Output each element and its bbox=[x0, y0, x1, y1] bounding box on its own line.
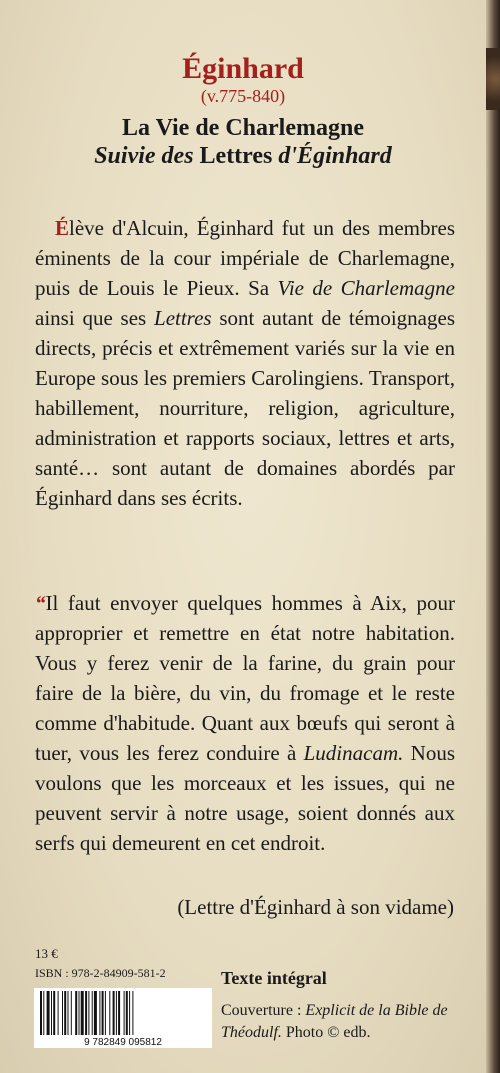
description-text-b: ainsi que ses bbox=[35, 306, 155, 330]
subtitle-part-2: Lettres bbox=[199, 143, 273, 169]
description-text-c: sont autant de témoignages directs, précis et extrêmement variés sur la vie en Europe sous les premiers Carolingiens. Transport, habillement, nourriture, religion, agriculture, administration et rapports sociaux, lettres et arts, santé… sont autant de domaines abordés par Éginhard dans ses écrits. bbox=[35, 306, 455, 510]
description-italic-2: Lettres bbox=[154, 306, 212, 330]
author-name: Éginhard bbox=[182, 52, 304, 85]
price-label: 13 € bbox=[35, 946, 58, 961]
credit-text-a: Couverture : bbox=[221, 1002, 306, 1019]
description-paragraph bbox=[35, 213, 455, 513]
barcode-digits: 9 782849 095812 bbox=[84, 1037, 162, 1048]
barcode-icon bbox=[34, 988, 212, 1048]
isbn-label: ISBN : 978-2-84909-581-2 bbox=[35, 966, 166, 980]
cover-header bbox=[0, 52, 486, 170]
quote-text-b: Nous voulons que les morceaux et les issues, qui ne peuvent servir à notre usage, soient donnés aux serfs qui demeurent en cet endroit. bbox=[35, 741, 455, 855]
book-subtitle bbox=[0, 142, 486, 170]
credit-text-b: Photo © edb. bbox=[281, 1024, 371, 1041]
author-dates: (v.775-840) bbox=[200, 86, 286, 106]
credit-italic: Explicit de la Bible de Théodulf. bbox=[221, 1002, 448, 1041]
quote-mark-icon: “ bbox=[35, 591, 44, 615]
drop-letter: É bbox=[55, 216, 70, 240]
subtitle-part-1: Suivie des bbox=[94, 143, 200, 169]
description-text-a: lève d'Alcuin, Éginhard fut un des membres éminents de la cour impériale de Charlemagne, puis de Louis le Pieux. Sa bbox=[35, 216, 455, 300]
book-spine-edge bbox=[486, 0, 500, 1073]
integral-text-label: Texte intégral bbox=[221, 968, 327, 988]
quote-attribution: (Lettre d'Éginhard à son vidame) bbox=[177, 895, 454, 919]
quote-text-a: Il faut envoyer quelques hommes à Aix, pour approprier et remettre en état notre habitation. Vous y ferez venir de la farine, du grain pour faire de la bière, du vin, du fromage et le reste comme d'habitude. Quant aux bœufs qui seront à tuer, vous les ferez conduire à bbox=[35, 591, 455, 765]
cover-credit bbox=[221, 1000, 471, 1044]
quote-italic: Ludinacam. bbox=[303, 741, 404, 765]
subtitle-part-3: d'Éginhard bbox=[272, 143, 392, 169]
book-title: La Vie de Charlemagne bbox=[122, 115, 364, 141]
quote-paragraph bbox=[35, 588, 455, 858]
description-italic-1: Vie de Charlemagne bbox=[277, 276, 455, 300]
spine-ornament bbox=[486, 48, 500, 110]
